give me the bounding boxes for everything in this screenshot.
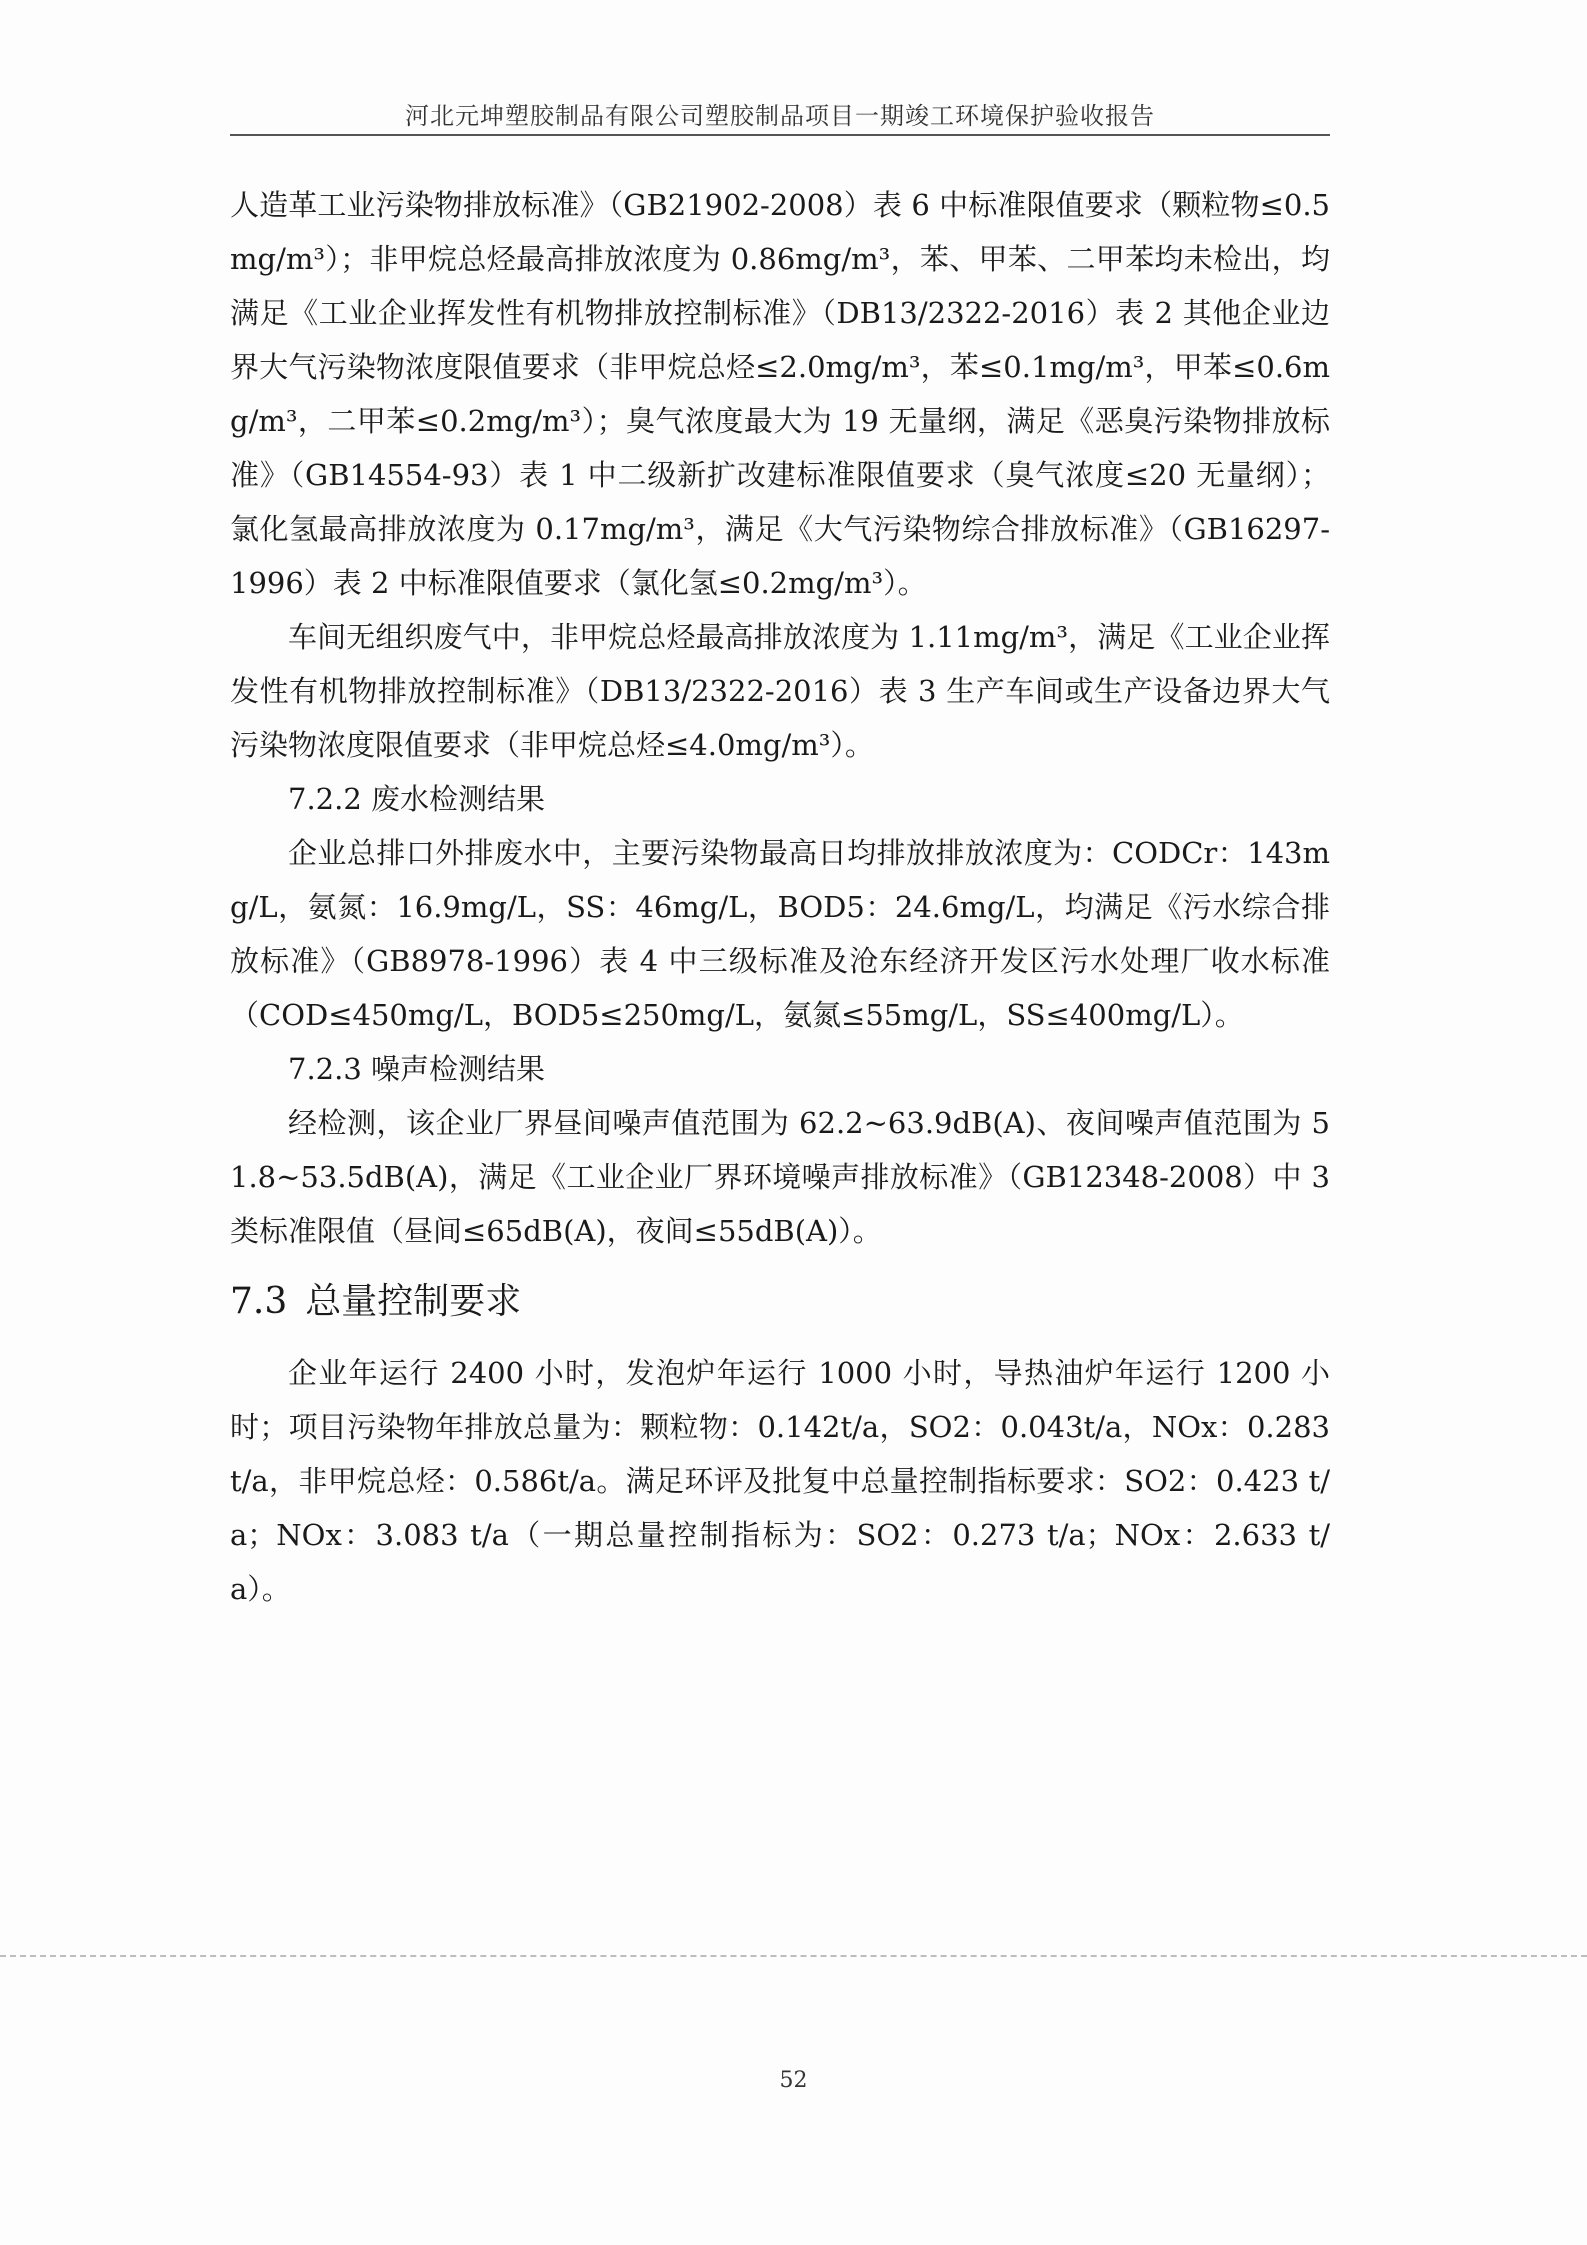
section-heading-total-control [230,1272,1330,1332]
paragraph-air-results: 人造革工业污染物排放标准》（GB21902-2008）表 6 中标准限值要求（颗粒物≤0.5mg/m³）；非甲烷总烃最高排放浓度为 0.86mg/m³，苯、甲苯、二甲苯均未检出，均满足《工业企业挥发性有机物排放控制标准》（DB13/2322-2016）表 2 其他企业边界大气污染物浓度限值要求（非甲烷总烃≤2.0mg/m³，苯≤0.1mg/m³，甲苯≤0.6mg/m³，二甲苯≤0.2mg/m³）；臭气浓度最大为 19 无量纲，满足《恶臭污染物排放标准》（GB14554-93）表 1 中二级新扩改建标准限值要求（臭气浓度≤20 无量纲）；氯化氢最高排放浓度为 0.17mg/m³，满足《大气污染物综合排放标准》（GB16297-1996）表 2 中标准限值要求（氯化氢≤0.2mg/m³）。 [230,188,1330,600]
body-text [230,178,1330,1616]
paragraph-wastewater: 企业总排口外排废水中，主要污染物最高日均排放排放浓度为：CODCr：143mg/L，氨氮：16.9mg/L，SS：46mg/L，BOD5：24.6mg/L，均满足《污水综合排放标准》（GB8978-1996）表 4 中三级标准及沧东经济开发区污水处理厂收水标准（COD≤450mg/L，BOD5≤250mg/L，氨氮≤55mg/L，SS≤400mg/L）。 [230,836,1330,1032]
paragraph-total-emissions: 企业年运行 2400 小时，发泡炉年运行 1000 小时，导热油炉年运行 1200 小时；项目污染物年排放总量为：颗粒物：0.142t/a，SO2：0.043t/a，NOx：0.283t/a，非甲烷总烃：0.586t/a。满足环评及批复中总量控制指标要求：SO2：0.423 t/a；NOx：3.083 t/a（一期总量控制指标为：SO2：0.273 t/a；NOx：2.633 t/a）。 [230,1356,1330,1606]
running-header: 河北元坤塑胶制品有限公司塑胶制品项目一期竣工环境保护验收报告 [405,102,1155,130]
heading-wastewater-results: 7.2.2 废水检测结果 [288,782,546,816]
section-number: 7.3 [230,1281,288,1322]
paragraph-noise: 经检测，该企业厂界昼间噪声值范围为 62.2~63.9dB(A)、夜间噪声值范围为 51.8~53.5dB(A)，满足《工业企业厂界环境噪声排放标准》（GB12348-2008）中 3 类标准限值（昼间≤65dB(A)，夜间≤55dB(A)）。 [230,1106,1330,1248]
page-number: 52 [779,2068,808,2093]
heading-noise-results: 7.2.3 噪声检测结果 [288,1052,546,1086]
paragraph-workshop-emissions: 车间无组织废气中，非甲烷总烃最高排放浓度为 1.11mg/m³，满足《工业企业挥发性有机物排放控制标准》（DB13/2322-2016）表 3 生产车间或生产设备边界大气污染物浓度限值要求（非甲烷总烃≤4.0mg/m³）。 [230,620,1330,762]
footer-rule [0,1955,1587,1957]
section-title: 总量控制要求 [305,1281,522,1322]
header-rule [230,134,1330,136]
